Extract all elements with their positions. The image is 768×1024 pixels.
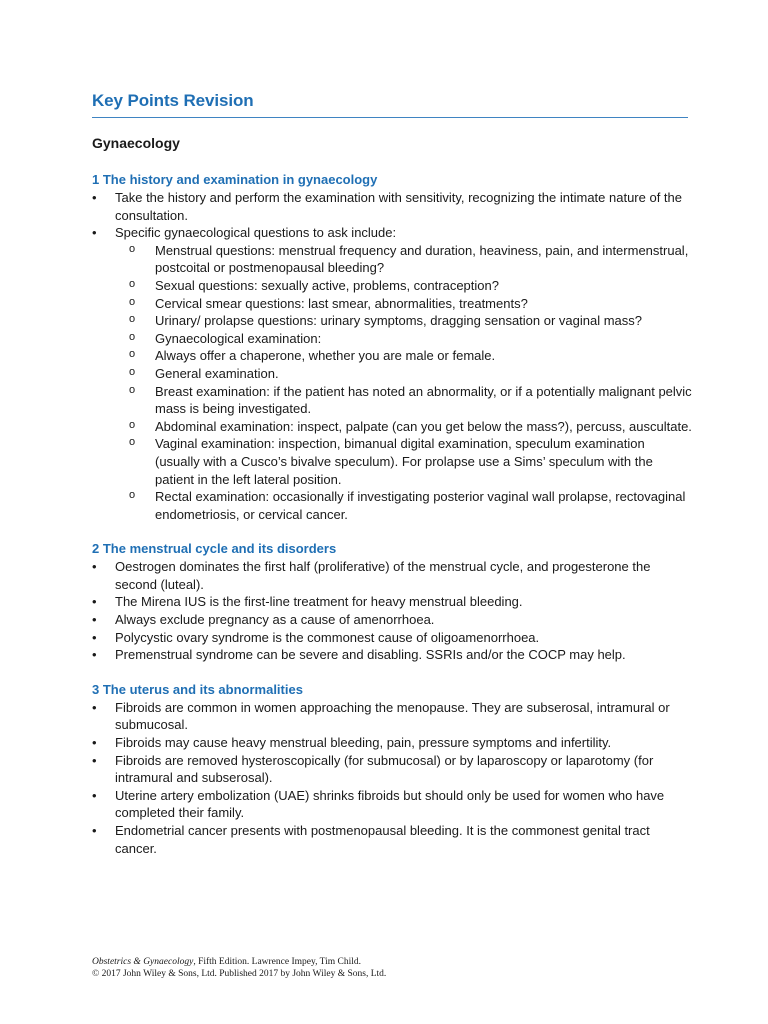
- list-item-text: Specific gynaecological questions to ask include:: [115, 225, 397, 241]
- sub-list-item: [115, 383, 692, 418]
- sub-list-item: [115, 365, 692, 383]
- section-heading: 3 The uterus and its abnormalities: [92, 681, 303, 697]
- circle-bullet-icon: o: [129, 436, 136, 449]
- list-item-text: Always exclude pregnancy as a cause of amenorrhoea.: [115, 612, 435, 628]
- bullet-list: [92, 558, 692, 664]
- list-item: [92, 734, 692, 752]
- bullet-icon: •: [92, 612, 97, 628]
- sub-list-item-text: Abdominal examination: inspect, palpate (can you get below the mass?), percuss, auscultate.: [155, 418, 692, 434]
- list-item: [92, 189, 692, 224]
- bullet-icon: •: [92, 823, 97, 838]
- circle-bullet-icon: o: [129, 313, 136, 326]
- list-item: [92, 558, 692, 593]
- list-item-text: Premenstrual syndrome can be severe and disabling. SSRIs and/or the COCP may help.: [115, 647, 626, 663]
- section-1: [92, 171, 692, 523]
- page-title: Key Points Revision: [92, 91, 254, 110]
- sub-list-item: [115, 418, 692, 436]
- section-2: [92, 540, 692, 664]
- sub-list-item-text: Vaginal examination: inspection, bimanual digital examination, speculum examination (usually with a Cusco’s bivalve speculum). For prolapse use a Sims’ speculum with the patient in the left lateral position.: [155, 436, 653, 487]
- edition-text: , Fifth Edition. Lawrence Impey, Tim Child.: [193, 957, 362, 967]
- list-item-text: Fibroids are removed hysteroscopically (for submucosal) or by laparoscopy or laparotomy (for intramural and subserosal).: [115, 752, 654, 786]
- book-title: Obstetrics & Gynaecology: [92, 957, 194, 967]
- list-item: [92, 611, 692, 629]
- sub-list-item: [115, 488, 692, 523]
- sub-list-item-text: Cervical smear questions: last smear, abnormalities, treatments?: [155, 295, 528, 311]
- sub-list-item-text: General examination.: [155, 365, 279, 381]
- circle-bullet-icon: o: [129, 418, 136, 431]
- circle-bullet-icon: o: [129, 295, 136, 308]
- bullet-icon: •: [92, 559, 97, 575]
- circle-bullet-icon: o: [129, 365, 136, 378]
- sub-list-item: [115, 312, 692, 330]
- list-item: [92, 752, 692, 787]
- circle-bullet-icon: o: [129, 330, 136, 343]
- circle-bullet-icon: o: [129, 242, 136, 255]
- page-subtitle: Gynaecology: [92, 135, 180, 151]
- sub-list-item-text: Gynaecological examination:: [155, 330, 322, 346]
- sub-list-item-text: Rectal examination: occasionally if investigating posterior vaginal wall prolapse, rectovaginal endometriosis, or cervical cancer.: [155, 489, 686, 522]
- list-item: [92, 787, 692, 822]
- list-item-text: Fibroids are common in women approaching the menopause. They are subserosal, intramural or submucosal.: [115, 699, 670, 733]
- sub-list: [92, 242, 692, 524]
- list-item-text: The Mirena IUS is the first-line treatment for heavy menstrual bleeding.: [115, 594, 523, 610]
- bullet-icon: •: [92, 787, 97, 803]
- title-divider: [92, 117, 688, 118]
- section-3: [92, 681, 692, 857]
- list-item-text: Uterine artery embolization (UAE) shrinks fibroids but should only be used for women who have completed their family.: [115, 787, 665, 821]
- list-item-text: Fibroids may cause heavy menstrual bleeding, pain, pressure symptoms and infertility.: [115, 735, 612, 751]
- bullet-icon: •: [92, 629, 97, 645]
- bullet-icon: •: [92, 752, 97, 768]
- circle-bullet-icon: o: [129, 348, 136, 361]
- sub-list-item: [115, 242, 692, 277]
- sub-list-item-text: Always offer a chaperone, whether you are male or female.: [155, 348, 496, 364]
- bullet-icon: •: [92, 594, 97, 610]
- sub-list-item-text: Menstrual questions: menstrual frequency and duration, heaviness, pain, and intermenstrual, postcoital or postmenopausal bleeding?: [155, 242, 689, 276]
- list-item: [92, 629, 692, 647]
- list-item-text: Oestrogen dominates the first half (proliferative) of the menstrual cycle, and progesterone the second (luteal).: [115, 559, 651, 592]
- sub-list-item-text: Urinary/ prolapse questions: urinary symptoms, dragging sensation or vaginal mass?: [155, 313, 643, 329]
- bullet-icon: •: [92, 647, 97, 663]
- citation-footer: [92, 956, 386, 980]
- bullet-icon: •: [92, 735, 97, 751]
- sub-list-item-text: Sexual questions: sexually active, problems, contraception?: [155, 277, 499, 293]
- list-item: [92, 822, 692, 857]
- list-item: [92, 593, 692, 611]
- sub-list-item: [115, 277, 692, 295]
- document-body: [92, 171, 692, 874]
- sub-list-item: [115, 330, 692, 348]
- circle-bullet-icon: o: [129, 277, 136, 290]
- sub-list-item: [115, 435, 692, 488]
- bullet-list: [92, 699, 692, 857]
- bullet-icon: •: [92, 225, 97, 241]
- sub-list-item: [115, 295, 692, 313]
- circle-bullet-icon: o: [129, 489, 136, 502]
- list-item: [92, 646, 692, 664]
- sub-list-item: [115, 347, 692, 365]
- section-heading: 2 The menstrual cycle and its disorders: [92, 541, 337, 557]
- list-item-text: Polycystic ovary syndrome is the commonest cause of oligoamenorrhoea.: [115, 629, 540, 645]
- list-item: [92, 224, 692, 523]
- circle-bullet-icon: o: [129, 383, 136, 396]
- sub-list-item-text: Breast examination: if the patient has noted an abnormality, or if a potentially malignant pelvic mass is being investigated.: [155, 383, 692, 417]
- bullet-icon: •: [92, 190, 97, 205]
- list-item-text: Take the history and perform the examination with sensitivity, recognizing the intimate nature of the consultation.: [115, 190, 682, 223]
- citation-line: [92, 956, 386, 968]
- list-item: [92, 699, 692, 734]
- bullet-list: [92, 189, 692, 523]
- copyright-line: © 2017 John Wiley & Sons, Ltd. Published 2017 by John Wiley & Sons, Ltd.: [92, 969, 387, 979]
- section-heading: 1 The history and examination in gynaecology: [92, 172, 378, 187]
- list-item-text: Endometrial cancer presents with postmenopausal bleeding. It is the commonest genital tract cancer.: [115, 823, 650, 856]
- bullet-icon: •: [92, 699, 97, 715]
